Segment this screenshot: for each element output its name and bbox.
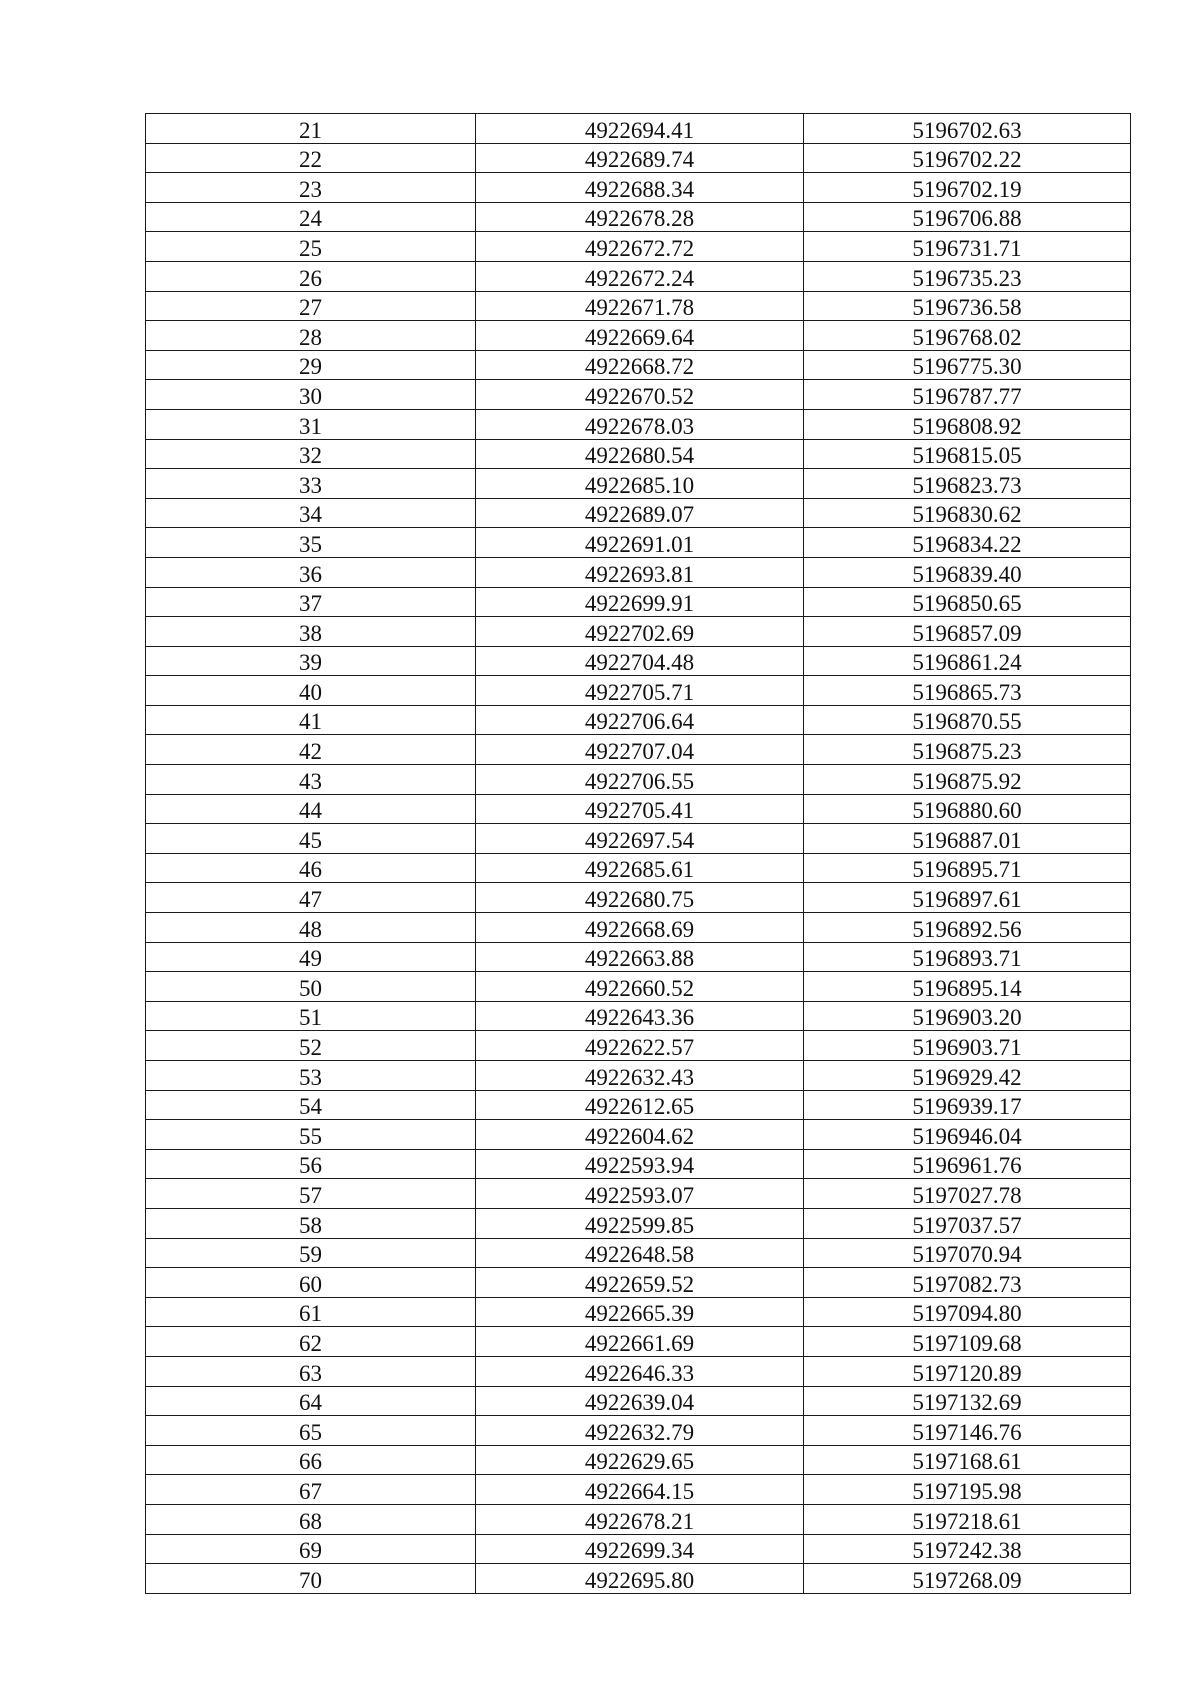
point-number-cell: 48	[146, 913, 476, 943]
table-row	[146, 1238, 1131, 1268]
y-coordinate-cell: 5196768.02	[804, 321, 1131, 351]
point-number-cell: 68	[146, 1504, 476, 1534]
y-coordinate-cell: 5196702.22	[804, 143, 1131, 173]
x-coordinate-cell: 4922680.54	[476, 439, 804, 469]
x-coordinate-cell: 4922697.54	[476, 824, 804, 854]
y-coordinate-cell: 5196839.40	[804, 557, 1131, 587]
point-number-cell: 55	[146, 1120, 476, 1150]
table-row	[146, 1475, 1131, 1505]
y-coordinate-cell: 5196865.73	[804, 676, 1131, 706]
x-coordinate-cell: 4922694.41	[476, 114, 804, 144]
y-coordinate-cell: 5196834.22	[804, 528, 1131, 558]
table-row	[146, 1564, 1131, 1594]
x-coordinate-cell: 4922660.52	[476, 972, 804, 1002]
point-number-cell: 47	[146, 883, 476, 913]
y-coordinate-cell: 5196830.62	[804, 498, 1131, 528]
point-number-cell: 38	[146, 617, 476, 647]
table-row	[146, 1386, 1131, 1416]
point-number-cell: 26	[146, 261, 476, 291]
y-coordinate-cell: 5196903.20	[804, 1001, 1131, 1031]
table-row	[146, 1268, 1131, 1298]
y-coordinate-cell: 5196939.17	[804, 1090, 1131, 1120]
table-row	[146, 587, 1131, 617]
table-row	[146, 942, 1131, 972]
point-number-cell: 50	[146, 972, 476, 1002]
table-row	[146, 824, 1131, 854]
y-coordinate-cell: 5196946.04	[804, 1120, 1131, 1150]
x-coordinate-cell: 4922672.24	[476, 261, 804, 291]
x-coordinate-cell: 4922706.55	[476, 765, 804, 795]
point-number-cell: 28	[146, 321, 476, 351]
table-row	[146, 1179, 1131, 1209]
point-number-cell: 64	[146, 1386, 476, 1416]
table-row	[146, 1208, 1131, 1238]
x-coordinate-cell: 4922646.33	[476, 1356, 804, 1386]
table-row	[146, 765, 1131, 795]
point-number-cell: 46	[146, 853, 476, 883]
point-number-cell: 45	[146, 824, 476, 854]
y-coordinate-cell: 5197094.80	[804, 1297, 1131, 1327]
point-number-cell: 42	[146, 735, 476, 765]
x-coordinate-cell: 4922632.43	[476, 1061, 804, 1091]
y-coordinate-cell: 5196903.71	[804, 1031, 1131, 1061]
point-number-cell: 44	[146, 794, 476, 824]
y-coordinate-cell: 5196887.01	[804, 824, 1131, 854]
y-coordinate-cell: 5197242.38	[804, 1534, 1131, 1564]
table-row	[146, 1356, 1131, 1386]
y-coordinate-cell: 5196861.24	[804, 646, 1131, 676]
table-row	[146, 409, 1131, 439]
y-coordinate-cell: 5196850.65	[804, 587, 1131, 617]
y-coordinate-cell: 5196815.05	[804, 439, 1131, 469]
y-coordinate-cell: 5197037.57	[804, 1208, 1131, 1238]
point-number-cell: 30	[146, 380, 476, 410]
coordinates-table-body	[146, 114, 1131, 1594]
x-coordinate-cell: 4922643.36	[476, 1001, 804, 1031]
x-coordinate-cell: 4922685.10	[476, 469, 804, 499]
y-coordinate-cell: 5197268.09	[804, 1564, 1131, 1594]
y-coordinate-cell: 5196897.61	[804, 883, 1131, 913]
point-number-cell: 65	[146, 1416, 476, 1446]
y-coordinate-cell: 5197027.78	[804, 1179, 1131, 1209]
table-row	[146, 143, 1131, 173]
x-coordinate-cell: 4922693.81	[476, 557, 804, 587]
x-coordinate-cell: 4922699.34	[476, 1534, 804, 1564]
table-row	[146, 1504, 1131, 1534]
table-row	[146, 617, 1131, 647]
point-number-cell: 39	[146, 646, 476, 676]
coordinates-table	[145, 113, 1131, 1594]
y-coordinate-cell: 5197146.76	[804, 1416, 1131, 1446]
point-number-cell: 24	[146, 202, 476, 232]
point-number-cell: 61	[146, 1297, 476, 1327]
point-number-cell: 66	[146, 1445, 476, 1475]
point-number-cell: 31	[146, 409, 476, 439]
table-row	[146, 261, 1131, 291]
point-number-cell: 53	[146, 1061, 476, 1091]
x-coordinate-cell: 4922659.52	[476, 1268, 804, 1298]
x-coordinate-cell: 4922648.58	[476, 1238, 804, 1268]
point-number-cell: 41	[146, 705, 476, 735]
point-number-cell: 23	[146, 173, 476, 203]
y-coordinate-cell: 5196702.63	[804, 114, 1131, 144]
x-coordinate-cell: 4922680.75	[476, 883, 804, 913]
x-coordinate-cell: 4922604.62	[476, 1120, 804, 1150]
y-coordinate-cell: 5197132.69	[804, 1386, 1131, 1416]
point-number-cell: 56	[146, 1149, 476, 1179]
x-coordinate-cell: 4922678.28	[476, 202, 804, 232]
table-row	[146, 1120, 1131, 1150]
table-row	[146, 202, 1131, 232]
x-coordinate-cell: 4922612.65	[476, 1090, 804, 1120]
point-number-cell: 36	[146, 557, 476, 587]
point-number-cell: 22	[146, 143, 476, 173]
x-coordinate-cell: 4922593.07	[476, 1179, 804, 1209]
point-number-cell: 43	[146, 765, 476, 795]
point-number-cell: 60	[146, 1268, 476, 1298]
point-number-cell: 27	[146, 291, 476, 321]
point-number-cell: 54	[146, 1090, 476, 1120]
table-row	[146, 883, 1131, 913]
table-row	[146, 972, 1131, 1002]
table-row	[146, 528, 1131, 558]
y-coordinate-cell: 5197218.61	[804, 1504, 1131, 1534]
table-row	[146, 705, 1131, 735]
y-coordinate-cell: 5196731.71	[804, 232, 1131, 262]
y-coordinate-cell: 5197109.68	[804, 1327, 1131, 1357]
x-coordinate-cell: 4922664.15	[476, 1475, 804, 1505]
point-number-cell: 34	[146, 498, 476, 528]
point-number-cell: 58	[146, 1208, 476, 1238]
table-row	[146, 1061, 1131, 1091]
y-coordinate-cell: 5196895.71	[804, 853, 1131, 883]
table-row	[146, 1149, 1131, 1179]
x-coordinate-cell: 4922678.21	[476, 1504, 804, 1534]
table-row	[146, 291, 1131, 321]
point-number-cell: 52	[146, 1031, 476, 1061]
x-coordinate-cell: 4922672.72	[476, 232, 804, 262]
x-coordinate-cell: 4922669.64	[476, 321, 804, 351]
table-row	[146, 735, 1131, 765]
point-number-cell: 21	[146, 114, 476, 144]
x-coordinate-cell: 4922688.34	[476, 173, 804, 203]
x-coordinate-cell: 4922691.01	[476, 528, 804, 558]
x-coordinate-cell: 4922593.94	[476, 1149, 804, 1179]
x-coordinate-cell: 4922622.57	[476, 1031, 804, 1061]
y-coordinate-cell: 5196823.73	[804, 469, 1131, 499]
table-row	[146, 794, 1131, 824]
y-coordinate-cell: 5196895.14	[804, 972, 1131, 1002]
x-coordinate-cell: 4922707.04	[476, 735, 804, 765]
table-row	[146, 1031, 1131, 1061]
table-row	[146, 439, 1131, 469]
x-coordinate-cell: 4922685.61	[476, 853, 804, 883]
point-number-cell: 49	[146, 942, 476, 972]
y-coordinate-cell: 5197195.98	[804, 1475, 1131, 1505]
x-coordinate-cell: 4922663.88	[476, 942, 804, 972]
y-coordinate-cell: 5196787.77	[804, 380, 1131, 410]
y-coordinate-cell: 5196870.55	[804, 705, 1131, 735]
x-coordinate-cell: 4922639.04	[476, 1386, 804, 1416]
point-number-cell: 33	[146, 469, 476, 499]
x-coordinate-cell: 4922699.91	[476, 587, 804, 617]
x-coordinate-cell: 4922671.78	[476, 291, 804, 321]
point-number-cell: 70	[146, 1564, 476, 1594]
table-row	[146, 1445, 1131, 1475]
x-coordinate-cell: 4922706.64	[476, 705, 804, 735]
point-number-cell: 57	[146, 1179, 476, 1209]
y-coordinate-cell: 5197082.73	[804, 1268, 1131, 1298]
x-coordinate-cell: 4922705.71	[476, 676, 804, 706]
y-coordinate-cell: 5196735.23	[804, 261, 1131, 291]
x-coordinate-cell: 4922599.85	[476, 1208, 804, 1238]
point-number-cell: 59	[146, 1238, 476, 1268]
point-number-cell: 63	[146, 1356, 476, 1386]
table-row	[146, 853, 1131, 883]
table-row	[146, 469, 1131, 499]
table-row	[146, 1327, 1131, 1357]
point-number-cell: 62	[146, 1327, 476, 1357]
x-coordinate-cell: 4922665.39	[476, 1297, 804, 1327]
x-coordinate-cell: 4922668.69	[476, 913, 804, 943]
table-row	[146, 1001, 1131, 1031]
table-row	[146, 557, 1131, 587]
y-coordinate-cell: 5196775.30	[804, 350, 1131, 380]
point-number-cell: 25	[146, 232, 476, 262]
table-row	[146, 321, 1131, 351]
point-number-cell: 40	[146, 676, 476, 706]
x-coordinate-cell: 4922689.74	[476, 143, 804, 173]
point-number-cell: 32	[146, 439, 476, 469]
x-coordinate-cell: 4922629.65	[476, 1445, 804, 1475]
y-coordinate-cell: 5196808.92	[804, 409, 1131, 439]
y-coordinate-cell: 5196875.92	[804, 765, 1131, 795]
table-row	[146, 1297, 1131, 1327]
x-coordinate-cell: 4922661.69	[476, 1327, 804, 1357]
x-coordinate-cell: 4922695.80	[476, 1564, 804, 1594]
table-row	[146, 232, 1131, 262]
x-coordinate-cell: 4922678.03	[476, 409, 804, 439]
y-coordinate-cell: 5197070.94	[804, 1238, 1131, 1268]
y-coordinate-cell: 5197168.61	[804, 1445, 1131, 1475]
table-row	[146, 1090, 1131, 1120]
y-coordinate-cell: 5196875.23	[804, 735, 1131, 765]
x-coordinate-cell: 4922670.52	[476, 380, 804, 410]
y-coordinate-cell: 5196880.60	[804, 794, 1131, 824]
y-coordinate-cell: 5196857.09	[804, 617, 1131, 647]
y-coordinate-cell: 5196961.76	[804, 1149, 1131, 1179]
point-number-cell: 69	[146, 1534, 476, 1564]
y-coordinate-cell: 5196736.58	[804, 291, 1131, 321]
y-coordinate-cell: 5196706.88	[804, 202, 1131, 232]
point-number-cell: 37	[146, 587, 476, 617]
table-row	[146, 1534, 1131, 1564]
table-row	[146, 646, 1131, 676]
point-number-cell: 35	[146, 528, 476, 558]
x-coordinate-cell: 4922689.07	[476, 498, 804, 528]
table-row	[146, 1416, 1131, 1446]
table-row	[146, 114, 1131, 144]
point-number-cell: 29	[146, 350, 476, 380]
table-row	[146, 173, 1131, 203]
y-coordinate-cell: 5196929.42	[804, 1061, 1131, 1091]
x-coordinate-cell: 4922704.48	[476, 646, 804, 676]
table-row	[146, 380, 1131, 410]
table-row	[146, 350, 1131, 380]
x-coordinate-cell: 4922632.79	[476, 1416, 804, 1446]
point-number-cell: 51	[146, 1001, 476, 1031]
y-coordinate-cell: 5196892.56	[804, 913, 1131, 943]
table-row	[146, 913, 1131, 943]
y-coordinate-cell: 5196702.19	[804, 173, 1131, 203]
x-coordinate-cell: 4922702.69	[476, 617, 804, 647]
x-coordinate-cell: 4922705.41	[476, 794, 804, 824]
point-number-cell: 67	[146, 1475, 476, 1505]
table-row	[146, 498, 1131, 528]
table-row	[146, 676, 1131, 706]
y-coordinate-cell: 5197120.89	[804, 1356, 1131, 1386]
x-coordinate-cell: 4922668.72	[476, 350, 804, 380]
y-coordinate-cell: 5196893.71	[804, 942, 1131, 972]
